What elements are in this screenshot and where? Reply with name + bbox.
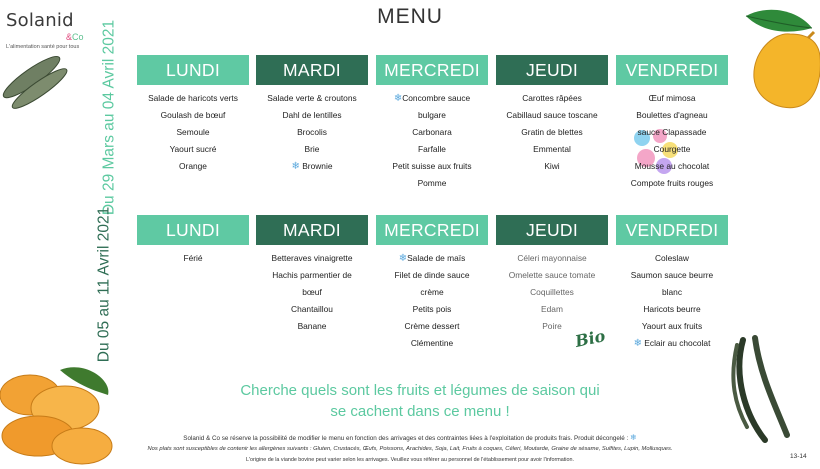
menu-item: Chantaillou bbox=[291, 304, 333, 314]
footer-allergens: Nos plats sont susceptibles de contenir les allergènes suivants : Gluten, Crustacés, Œufs, Poissons, Arachides, Soja, Lait, Fruits à coques, Céleri, Moutarde, Graine de sésame, Sulfites, Lupin, Mollusques. bbox=[147, 446, 673, 452]
menu-item: Salade verte & croutons bbox=[267, 93, 357, 103]
menu-item: Hachis parmentier de bbox=[272, 270, 352, 280]
menu-item: Semoule bbox=[176, 127, 210, 137]
footer-disclaimer: Solanid & Co se réserve la possibilité de modifier le menu en fonction des arrivages et des contraintes liées à l'exploitation de produits frais. Produit décongelé : ❄ bbox=[183, 433, 637, 442]
page-number: 13-14 bbox=[790, 453, 807, 460]
season-message-line-1: Cherche quels sont les fruits et légumes de saison qui bbox=[240, 382, 600, 399]
menu-item: Saumon sauce beurre bbox=[630, 270, 714, 280]
menu-item: Goulash de bœuf bbox=[160, 110, 226, 120]
menu-item: bulgare bbox=[418, 110, 446, 120]
menu-item: Emmental bbox=[533, 144, 571, 154]
menu-item: blanc bbox=[661, 287, 683, 297]
menu-item: sauce Clapassade bbox=[637, 127, 707, 137]
week-2-label: Du 05 au 11 Avril 2021 bbox=[95, 206, 113, 363]
snowflake-icon: ❄ bbox=[398, 253, 408, 264]
menu-item: Œuf mimosa bbox=[648, 93, 696, 103]
logo-co: &Co bbox=[66, 32, 84, 42]
snowflake-icon: ❄ bbox=[633, 338, 642, 349]
page-title: MENU bbox=[377, 5, 443, 28]
menu-item: Orange bbox=[179, 161, 207, 171]
snowflake-icon: ❄ bbox=[630, 433, 637, 442]
menu-item: ❄Salade de maïs bbox=[398, 253, 466, 264]
week-2-mercredi-menu bbox=[371, 250, 493, 352]
cucumber-illustration bbox=[0, 52, 70, 112]
footer-origin: L'origine de la viande bovine peut varier selon les arrivages. Veuillez vous référer au personnel de l'établissement pour avoir l'information. bbox=[246, 457, 574, 463]
menu-item: Coleslaw bbox=[655, 253, 689, 263]
season-message-line-2: se cachent dans ce menu ! bbox=[330, 403, 510, 420]
menu-item: Farfalle bbox=[418, 144, 446, 154]
week-1-header-mercredi: MERCREDI bbox=[376, 55, 488, 85]
week-1-vendredi-menu bbox=[611, 90, 733, 192]
menu-item: Omelette sauce tomate bbox=[508, 270, 596, 280]
lemon-illustration bbox=[738, 4, 820, 116]
menu-item: Petit suisse aux fruits bbox=[392, 161, 472, 171]
menu-item: Céleri mayonnaise bbox=[517, 253, 587, 263]
menu-item: Yaourt sucré bbox=[169, 144, 217, 154]
week-1-mercredi-menu bbox=[371, 90, 493, 192]
week-2-jeudi-menu bbox=[491, 250, 613, 335]
week-2-header-vendredi: VENDREDI bbox=[616, 215, 728, 245]
menu-item: Crème dessert bbox=[404, 321, 460, 331]
season-message bbox=[0, 380, 820, 422]
menu-item: Gratin de blettes bbox=[521, 127, 583, 137]
menu-item: Salade de haricots verts bbox=[148, 93, 238, 103]
menu-item: Haricots beurre bbox=[643, 304, 701, 314]
menu-item: Carottes râpées bbox=[522, 93, 582, 103]
menu-item: Brie bbox=[304, 144, 320, 154]
snowflake-icon: ❄ bbox=[393, 93, 403, 104]
menu-item: Kiwi bbox=[544, 161, 560, 171]
menu-item: Betteraves vinaigrette bbox=[271, 253, 353, 263]
week-2-header-mercredi: MERCREDI bbox=[376, 215, 488, 245]
menu-item: Clémentine bbox=[410, 338, 454, 348]
menu-item: Poire bbox=[542, 321, 562, 331]
menu-item: Compote fruits rouges bbox=[630, 178, 714, 188]
week-2-lundi-menu bbox=[132, 250, 254, 267]
week-1-label: Du 29 Mars au 04 Avril 2021 bbox=[100, 19, 118, 216]
week-1-lundi-menu bbox=[132, 90, 254, 175]
bio-label: Bio bbox=[573, 326, 607, 351]
week-1-header-jeudi: JEUDI bbox=[496, 55, 608, 85]
menu-item: Yaourt aux fruits bbox=[641, 321, 703, 331]
snowflake-icon: ❄ bbox=[291, 161, 300, 172]
week-1-jeudi-menu bbox=[491, 90, 613, 175]
menu-item: Courgette bbox=[653, 144, 691, 154]
menu-item: Carbonara bbox=[412, 127, 452, 137]
week-1-header-mardi: MARDI bbox=[256, 55, 368, 85]
menu-item: ❄ Brownie bbox=[291, 161, 333, 172]
logo-tagline: L'alimentation santé pour tous bbox=[6, 44, 80, 50]
menu-item: crème bbox=[420, 287, 444, 297]
week-1-header-vendredi: VENDREDI bbox=[616, 55, 728, 85]
menu-item: Coquillettes bbox=[530, 287, 574, 297]
menu-item: Férié bbox=[183, 253, 203, 263]
menu-item: ❄ Eclair au chocolat bbox=[633, 338, 711, 349]
week-2-header-lundi: LUNDI bbox=[137, 215, 249, 245]
week-1-mardi-menu bbox=[251, 90, 373, 175]
week-2-header-jeudi: JEUDI bbox=[496, 215, 608, 245]
week-2-mardi-menu bbox=[251, 250, 373, 335]
menu-item: Boulettes d'agneau bbox=[636, 110, 708, 120]
week-1-header-lundi: LUNDI bbox=[137, 55, 249, 85]
week-2-vendredi-menu bbox=[611, 250, 733, 352]
menu-item: Cabillaud sauce toscane bbox=[506, 110, 598, 120]
menu-item: ❄Concombre sauce bbox=[393, 93, 471, 104]
logo-name: Solanid bbox=[6, 10, 74, 31]
menu-item: Dahl de lentilles bbox=[282, 110, 342, 120]
menu-item: Banane bbox=[297, 321, 327, 331]
menu-item: Brocolis bbox=[297, 127, 327, 137]
menu-item: Mousse au chocolat bbox=[634, 161, 710, 171]
menu-item: Petits pois bbox=[412, 304, 452, 314]
menu-item: Edam bbox=[541, 304, 563, 314]
menu-item: Pomme bbox=[417, 178, 447, 188]
menu-item: Filet de dinde sauce bbox=[394, 270, 470, 280]
menu-item: bœuf bbox=[302, 287, 322, 297]
week-2-header-mardi: MARDI bbox=[256, 215, 368, 245]
